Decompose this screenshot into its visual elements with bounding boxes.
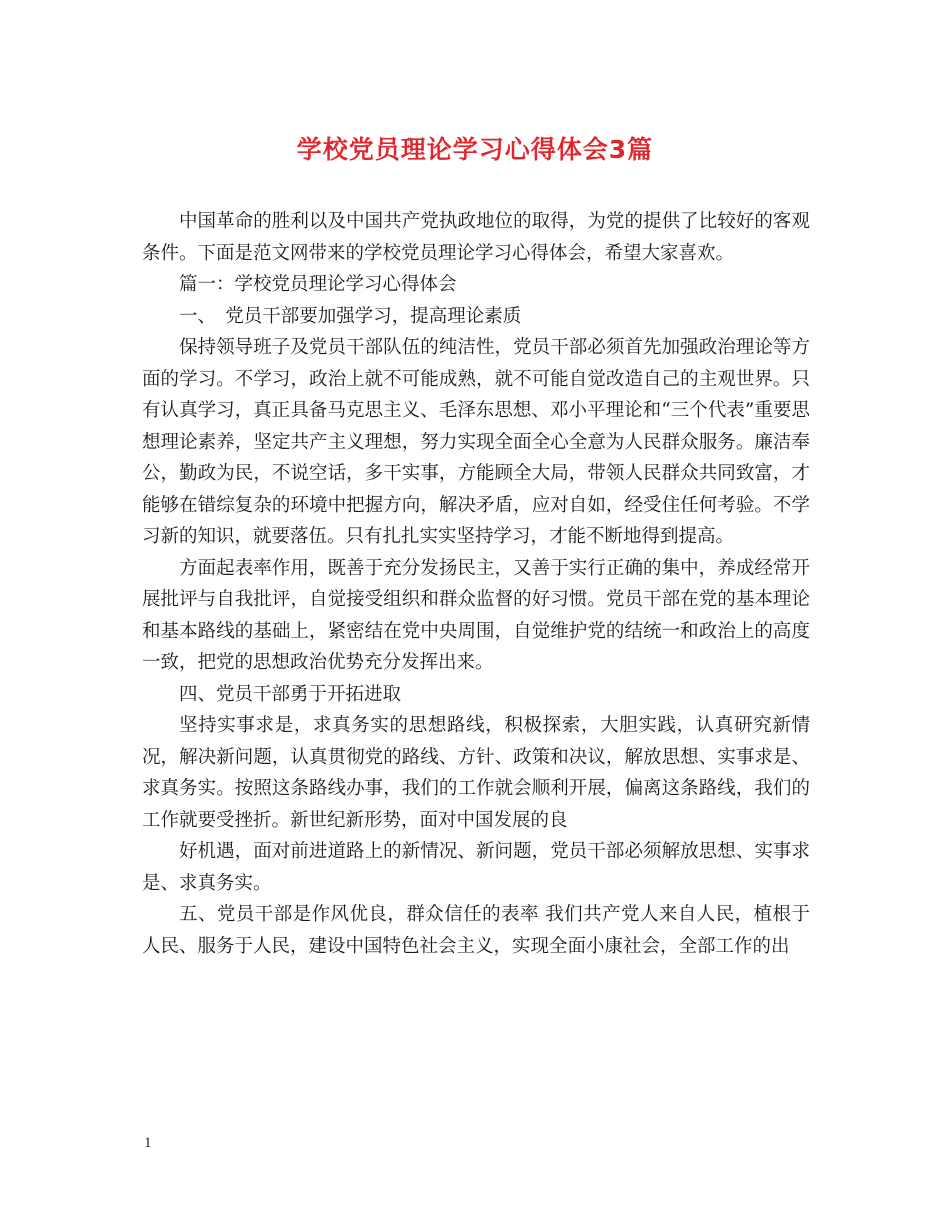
paragraph-intro: 中国革命的胜利以及中国共产党执政地位的取得，为党的提供了比较好的客观条件。下面是范文网带来的学校党员理论学习心得体会，希望大家喜欢。: [142, 211, 810, 264]
page-number: 1: [144, 1135, 152, 1151]
document-body: [142, 206, 810, 962]
paragraph-exemplary-role: 方面起表率作用，既善于充分发扬民主，又善于实行正确的集中，养成经常开展批评与自我批评，自觉接受组织和群众监督的好习惯。党员干部在党的基本理论和基本路线的基础上，紧密结在党中央周围，自觉维护党的结统一和政治上的高度一致，把党的思想政治优势充分发挥出来。: [142, 557, 810, 673]
paragraph-chapter-heading: 篇一：学校党员理论学习心得体会: [179, 274, 457, 295]
paragraph-section-one-heading: 一、 党员干部要加强学习，提高理论素质: [179, 305, 522, 327]
paragraph-section-five: 五、党员干部是作风优良，群众信任的表率 我们共产党人来自人民，植根于人民、服务于人民，建设中国特色社会主义，实现全面小康社会，全部工作的出: [142, 904, 810, 957]
paragraph-section-four-body: 坚持实事求是，求真务实的思想路线，积极探索，大胆实践，认真研究新情况，解决新问题，认真贯彻党的路线、方针、政策和决议，解放思想、实事求是、求真务实。按照这条路线办事，我们的工作就会顺利开展，偏离这条路线，我们的工作就要受挫折。新世纪新形势，面对中国发展的良: [142, 715, 810, 831]
document-title: 学校党员理论学习心得体会3篇: [296, 135, 654, 164]
paragraph-section-four-heading: 四、党员干部勇于开拓进取: [179, 683, 402, 705]
paragraph-section-one-body: 保持领导班子及党员干部队伍的纯洁性，党员干部必须首先加强政治理论等方面的学习。不学习，政治上就不可能成熟，就不可能自觉改造自己的主观世界。只有认真学习，真正具备马克思主义、毛泽东思想、邓小平理论和“三个代表”重要思想理论素养，坚定共产主义理想，努力实现全面全心全意为人民群众服务。廉洁奉公，勤政为民，不说空话，多干实事，方能顾全大局，带领人民群众共同致富，才能够在错综复杂的环境中把握方向，解决矛盾，应对自如，经受住任何考验。不学习新的知识，就要落伍。只有扎扎实实坚持学习，才能不断地得到提高。: [142, 337, 810, 547]
paragraph-opportunity: 好机遇，面对前进道路上的新情况、新问题，党员干部必须解放思想、实事求是、求真务实。: [142, 841, 810, 894]
